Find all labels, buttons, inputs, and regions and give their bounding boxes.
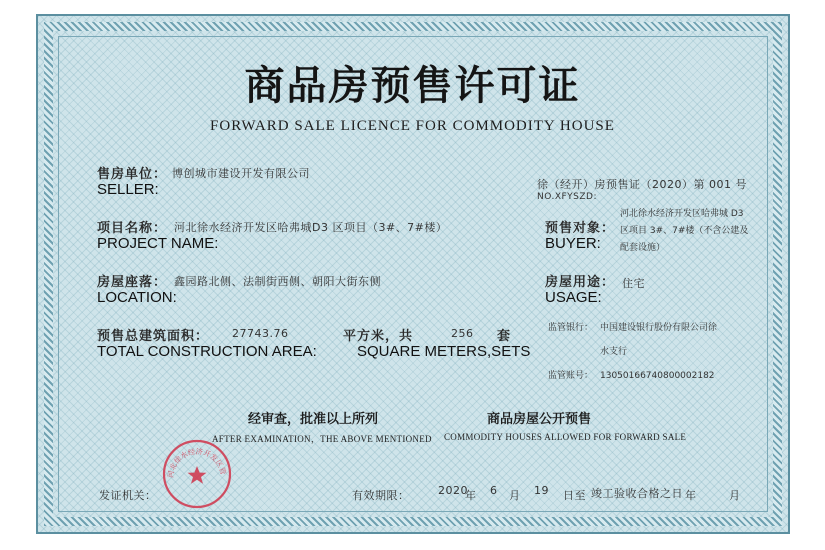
area-unit-en: SQUARE METERS,SETS bbox=[357, 343, 531, 360]
usage-label-cn: 房屋用途： bbox=[545, 275, 616, 290]
official-seal-icon bbox=[161, 438, 233, 510]
permit-no-code: NO.XFYSZD: bbox=[537, 192, 597, 202]
bank-label: 监管银行： bbox=[548, 323, 594, 333]
account-label: 监管账号： bbox=[548, 371, 594, 381]
account-value: 13050166740800002182 bbox=[600, 371, 715, 381]
end-year-unit: 年 bbox=[685, 489, 697, 502]
project-value: 河北徐水经济开发区哈弗城D3 区项目（3#、7#楼） bbox=[174, 221, 448, 234]
usage-value: 住宅 bbox=[622, 277, 645, 290]
certificate-subtitle: FORWARD SALE LICENCE FOR COMMODITY HOUSE bbox=[210, 118, 615, 134]
issuer-label: 发证机关： bbox=[99, 489, 157, 502]
project-label-cn: 项目名称： bbox=[97, 221, 168, 236]
buyer-label-en: BUYER: bbox=[545, 235, 601, 252]
area-sets-unit: 套 bbox=[497, 329, 512, 344]
seller-label-en: SELLER: bbox=[97, 181, 159, 198]
buyer-label-cn: 预售对象： bbox=[545, 221, 616, 236]
valid-year-unit: 年 bbox=[465, 489, 477, 502]
area-value: 27743.76 bbox=[232, 327, 289, 340]
buyer-line-2: 区项目 3#、7#楼（不含公建及 bbox=[620, 226, 749, 236]
seal-text: 河北徐水经济开发区管 bbox=[165, 446, 228, 479]
validity-label: 有效期限： bbox=[352, 489, 410, 502]
end-month-unit: 月 bbox=[729, 489, 741, 502]
buyer-line-1: 河北徐水经济开发区哈弗城 D3 bbox=[620, 209, 744, 219]
valid-until: 竣工验收合格之日 bbox=[591, 487, 683, 500]
certificate-title: 商品房预售许可证 bbox=[244, 62, 581, 109]
bank-line-2: 水支行 bbox=[600, 347, 628, 357]
permit-number: 徐（经开）房预售证（2020）第 001 号 bbox=[537, 178, 747, 191]
location-value: 鑫园路北侧、法制街西侧、朝阳大街东侧 bbox=[174, 275, 381, 288]
valid-month: 6 bbox=[490, 484, 498, 497]
area-label-en: TOTAL CONSTRUCTION AREA: bbox=[97, 343, 317, 360]
buyer-line-3: 配套设施） bbox=[620, 243, 666, 253]
valid-year: 2020 bbox=[438, 484, 468, 497]
valid-day-unit: 日至 bbox=[563, 489, 586, 502]
area-label-cn: 预售总建筑面积： bbox=[97, 329, 210, 344]
valid-month-unit: 月 bbox=[509, 489, 521, 502]
seller-value: 博创城市建设开发有限公司 bbox=[172, 167, 310, 180]
valid-day: 19 bbox=[534, 484, 549, 497]
area-sets: 256 bbox=[451, 327, 474, 340]
approval-right-en: COMMODITY HOUSES ALLOWED FOR FORWARD SALE bbox=[444, 432, 687, 442]
usage-label-en: USAGE: bbox=[545, 289, 602, 306]
svg-text:河北徐水经济开发区管理委员会 bbox=[161, 438, 228, 478]
project-label-en: PROJECT NAME: bbox=[97, 235, 219, 252]
approval-left-en: AFTER EXAMINATION，THE ABOVE MENTIONED bbox=[212, 434, 432, 444]
bank-line-1: 中国建设银行股份有限公司徐 bbox=[600, 323, 718, 333]
location-label-cn: 房屋座落： bbox=[97, 275, 168, 290]
approval-right-cn: 商品房屋公开预售 bbox=[487, 412, 592, 427]
location-label-en: LOCATION: bbox=[97, 289, 177, 306]
approval-left-cn: 经审查，批准以上所列 bbox=[248, 412, 379, 427]
seller-label-cn: 售房单位： bbox=[97, 167, 168, 182]
area-unit-cn: 平方米，共 bbox=[343, 329, 414, 344]
